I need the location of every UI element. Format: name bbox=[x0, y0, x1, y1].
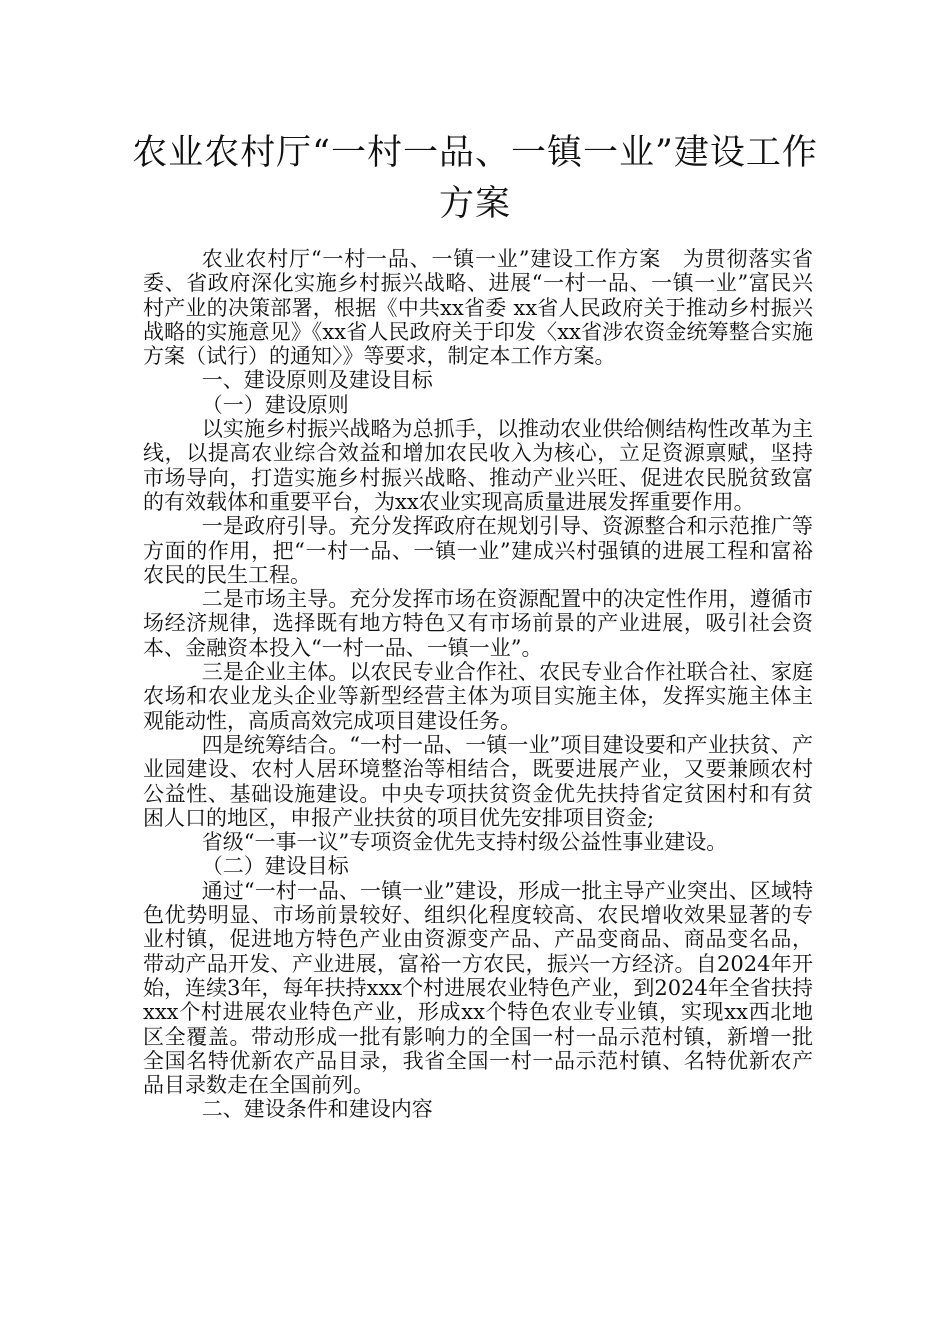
paragraph-provincial-funds: 省级“一事一议”专项资金优先支持村级公益性事业建设。 bbox=[201, 830, 728, 855]
paragraph-goals: 通过“一村一品、一镇一业”建设，形成一批主导产业突出、区域特色优势明显、市场前景较好、组织化程度较高、农民增收效果显著的专业村镇，促进地方特色产业由资源变产品、产品变商品、商品变名品，带动产品开发、产业进展，富裕一方农民，振兴一方经济。自2024年开始，连续3年，每年扶持xxx个村进展农业特色产业，到2024年全省扶持xxx个村进展农业特色产业，形成xx个特色农业专业镇，实现xx西北地区全覆盖。带动形成一批有影响力的全国一村一品示范村镇，新增一批全国名特优新农产品目录，我省全国一村一品示范村镇、名特优新农产品目录数走在全国前列。 bbox=[143, 878, 813, 1098]
paragraph-enterprise-subject: 三是企业主体。以农民专业合作社、农民专业合作社联合社、家庭农场和农业龙头企业等新型经营主体为项目实施主体，发挥实施主体主观能动性，高质高效完成项目建设任务。 bbox=[143, 660, 813, 733]
paragraph-principles-overview: 以实施乡村振兴战略为总抓手，以推动农业供给侧结构性改革为主线，以提高农业综合效益和增加农民收入为核心，立足资源禀赋，坚持市场导向，打造实施乡村振兴战略、推动产业兴旺、促进农民脱贫致富的有效载体和重要平台，为xx农业实现高质量进展发挥重要作用。 bbox=[143, 417, 813, 514]
paragraph-government-guidance: 一是政府引导。充分发挥政府在规划引导、资源整合和示范推广等方面的作用，把“一村一品、一镇一业”建成兴村强镇的进展工程和富裕农民的民生工程。 bbox=[143, 514, 813, 587]
paragraph-overall-planning: 四是统筹结合。“一村一品、一镇一业”项目建设要和产业扶贫、产业园建设、农村人居环境整治等相结合，既要进展产业，又要兼顾农村公益性、基础设施建设。中央专项扶贫资金优先扶持省定贫困村和有贫困人口的地区，申报产业扶贫的项目优先安排项目资金; bbox=[143, 732, 813, 830]
intro-paragraph: 农业农村厅“一村一品、一镇一业”建设工作方案 为贯彻落实省委、省政府深化实施乡村振兴战略、进展“一村一品、一镇一业”富民兴村产业的决策部署，根据《中共xx省委 xx省人民政府关于推动乡村振兴战略的实施意见》《xx省人民政府关于印发〈xx省涉农资金统筹整合实施方案（试行）的通知〉》等要求，制定本工作方案。 bbox=[143, 247, 813, 369]
subsection-heading-goals: （二）建设目标 bbox=[201, 854, 349, 879]
section-heading-1: 一、建设原则及建设目标 bbox=[201, 368, 433, 393]
subsection-heading-principles: （一）建设原则 bbox=[201, 392, 349, 417]
section-heading-2: 二、建设条件和建设内容 bbox=[201, 1097, 433, 1122]
document-body bbox=[143, 247, 813, 1122]
paragraph-market-leading: 二是市场主导。充分发挥市场在资源配置中的决定性作用，遵循市场经济规律，选择既有地方特色又有市场前景的产业进展，吸引社会资本、金融资本投入“一村一品、一镇一业”。 bbox=[143, 587, 813, 660]
document-title: 农业农村厅“一村一品、一镇一业”建设工作方案 bbox=[132, 133, 818, 224]
